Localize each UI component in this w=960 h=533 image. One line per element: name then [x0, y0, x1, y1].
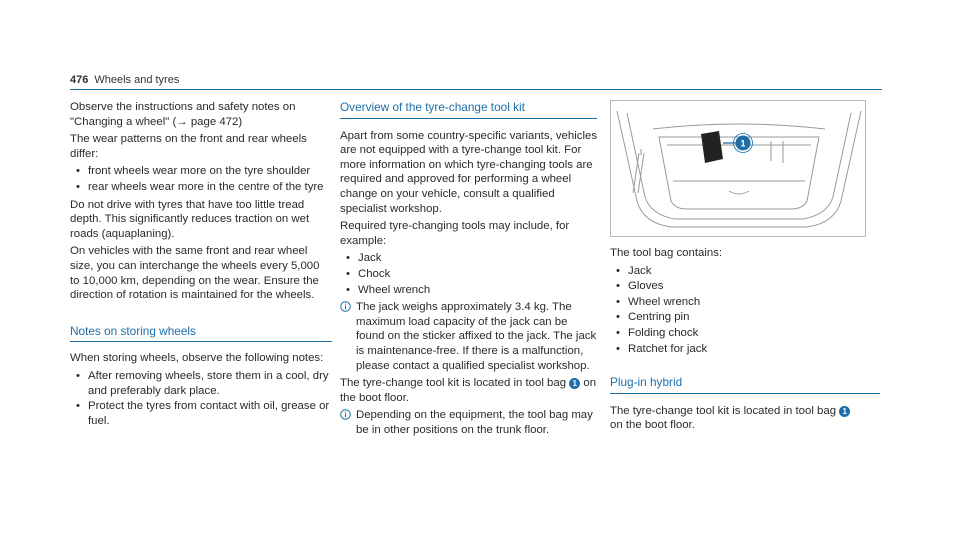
- storing-list: [70, 369, 332, 428]
- info-icon: [340, 409, 351, 420]
- bag-intro: The tool bag contains:: [610, 247, 723, 259]
- storing-intro: When storing wheels, observe the following notes:: [70, 352, 324, 365]
- plugin-text: The tyre-change tool kit is located in tool bag: [610, 404, 837, 417]
- arrow-icon: →: [176, 115, 188, 128]
- list-item: • Folding chock: [610, 326, 880, 341]
- image-callout-label: 1: [740, 138, 746, 149]
- tools-list: [340, 251, 597, 297]
- info-icon: [340, 301, 351, 312]
- list-item: • Gloves: [610, 279, 880, 294]
- header-rule: [70, 89, 882, 90]
- tread-paragraph: Do not drive with tyres that have too little tread depth. This significantly reduces traction on wet roads (aquaplaning).: [70, 198, 310, 240]
- section-heading-storing: Notes on storing wheels: [70, 324, 332, 343]
- toolkit-intro: Apart from some country-specific variants, vehicles are not equipped with a tyre-change tool kit. For more information on which tyre-changing tools are required and approved for performing a wheel change on your vehicle, consult a qualified specialist workshop.: [340, 129, 598, 215]
- page-reference-link[interactable]: page 472): [190, 115, 243, 128]
- list-item: • Chock: [340, 267, 597, 282]
- plugin-tail: on the boot floor.: [610, 419, 695, 432]
- trunk-drawing: [611, 101, 865, 236]
- section-heading-toolkit: Overview of the tyre-change tool kit: [340, 100, 597, 119]
- location-tail: on the boot floor.: [340, 377, 597, 404]
- intro-text-2: "Changing a wheel" (: [70, 115, 177, 128]
- wear-list: [70, 164, 332, 194]
- column-right: [610, 100, 880, 436]
- intro-paragraph: [70, 100, 332, 129]
- list-item: • Ratchet for jack: [610, 342, 880, 357]
- page-number: 476: [70, 74, 89, 86]
- list-item: • Wheel wrench: [340, 283, 597, 298]
- list-item: • Jack: [340, 251, 597, 266]
- intro-text: Observe the instructions and safety notes on: [70, 101, 296, 113]
- note-text: The jack weighs approximately 3.4 kg. The maximum load capacity of the jack can be found on the sticker affixed to the jack. The jack is maintenance-free. If there is a malfunction, please contact a qualified specialist workshop.: [356, 301, 597, 372]
- wear-intro: The wear patterns on the front and rear wheels differ:: [70, 133, 307, 160]
- column-left: [70, 100, 332, 431]
- list-item: • Jack: [610, 264, 880, 279]
- callout-badge: 1: [839, 406, 850, 417]
- chapter-title: Wheels and tyres: [94, 74, 180, 86]
- list-item: • rear wheels wear more in the centre of the tyre: [70, 180, 332, 195]
- section-heading-plugin: Plug-in hybrid: [610, 375, 880, 394]
- callout-badge: 1: [569, 378, 580, 389]
- list-item: • After removing wheels, store them in a cool, dry and preferably dark place.: [70, 369, 332, 398]
- list-item: • Wheel wrench: [610, 295, 880, 310]
- info-note: [340, 408, 597, 437]
- bag-list: [610, 264, 880, 357]
- list-item: • Protect the tyres from contact with oil, grease or fuel.: [70, 399, 332, 428]
- rotation-paragraph: On vehicles with the same front and rear wheel size, you can interchange the wheels every 5,000 to 10,000 km, depending on the wear. Ensure the direction of rotation is maintained for the wheels.: [70, 245, 320, 302]
- required-intro: Required tyre-changing tools may include, for example:: [340, 220, 570, 247]
- trunk-illustration: [610, 100, 866, 237]
- location-text: The tyre-change tool kit is located in tool bag: [340, 377, 567, 390]
- plugin-paragraph: [610, 404, 880, 433]
- list-item: • front wheels wear more on the tyre shoulder: [70, 164, 332, 179]
- list-item: • Centring pin: [610, 310, 880, 325]
- running-header: [70, 73, 179, 88]
- note-text: Depending on the equipment, the tool bag may be in other positions on the trunk floor.: [356, 409, 593, 436]
- column-middle: [340, 100, 597, 440]
- info-note: [340, 300, 597, 373]
- location-paragraph: [340, 376, 597, 405]
